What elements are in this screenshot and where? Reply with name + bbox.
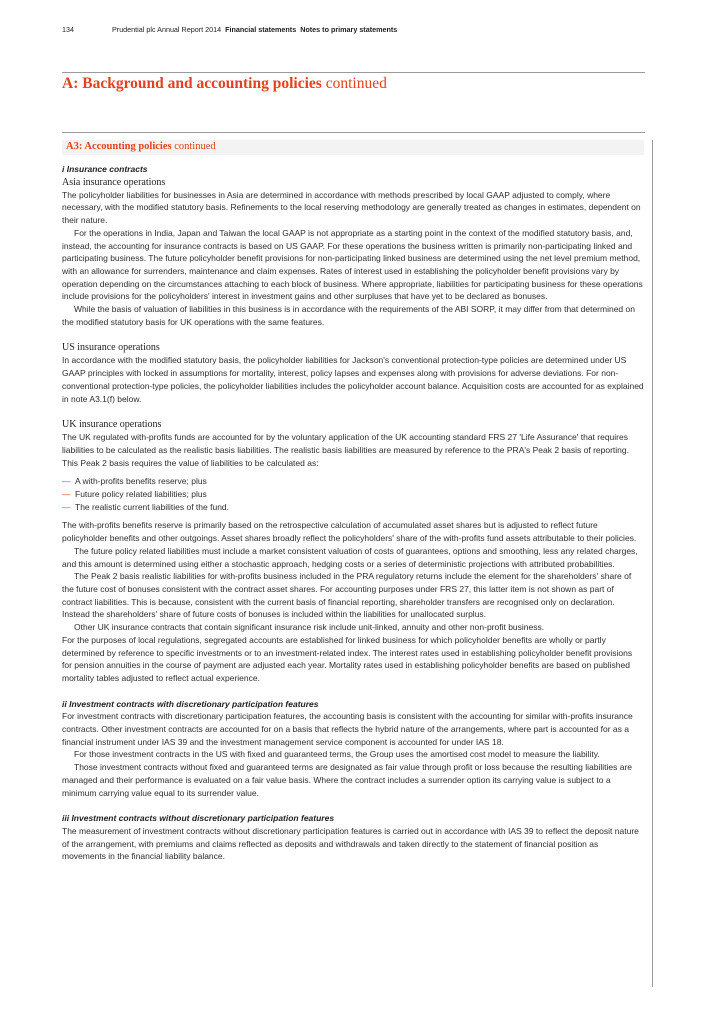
column-rule bbox=[652, 140, 653, 987]
paragraph: The Peak 2 basis realistic liabilities for with-profits business included in the PRA regulatory returns include the element for the shareholders' share of the future cost of bonuses consistent with the contract asset shares. For accounting purposes under FRS 27, this latter item is not shown as part of contract liabilities. This is because, consistent with the current basis of financial reporting, shareholder transfers are recognised only on declaration. Instead the shareholders' share of future costs of bonuses is included within the liabilities for unallocated surplus. bbox=[62, 571, 632, 620]
paragraph: While the basis of valuation of liabilities in this business is in accordance with the requirements of the ABI SORP, it may differ from that determined on the modified statutory basis for UK operations with the same features. bbox=[62, 304, 635, 327]
paragraph: The UK regulated with-profits funds are accounted for by the voluntary application of the UK accounting standard FRS 27 'Life Assurance' that requires liabilities to be calculated as the realistic basis liabilities. The realistic basis liabilities are measured by reference to the PRA's Peak 2 basis of reporting. This Peak 2 basis requires the value of liabilities to be calculated as: bbox=[62, 432, 629, 468]
section-title-main: A: Background and accounting policies bbox=[62, 75, 322, 92]
subsection-title-main: A3: Accounting policies bbox=[66, 141, 172, 152]
publication-name: Prudential plc Annual Report 2014 bbox=[112, 25, 222, 34]
running-header bbox=[62, 25, 658, 34]
dash-bullet-icon: — bbox=[62, 476, 71, 487]
liability-list bbox=[62, 475, 644, 513]
heading-asia: Asia insurance operations bbox=[62, 176, 166, 188]
paragraph: For the purposes of local regulations, segregated accounts are established for linked business for which policyholder benefits are wholly or partly determined by reference to specific investments or to an investment-related index. The interest rates used in establishing policyholder benefit provisions for pension annuities in the course of payment are adjusted each year. Mortality rates used in establishing policyholder benefits are based on published mortality tables adjusted to reflect actual experience. bbox=[62, 634, 633, 683]
paragraph: Those investment contracts without fixed and guaranteed terms are designated as fair value through profit or loss because the resulting liabilities are managed and their performance is evaluated on a fair value basis. Where the contract includes a surrender option its carrying value is subject to a minimum carrying value equal to its surrender value. bbox=[62, 762, 633, 798]
section-name: Financial statements bbox=[225, 25, 297, 34]
heading-us: US insurance operations bbox=[62, 342, 160, 354]
paragraph: The policyholder liabilities for businesses in Asia are determined in accordance with methods prescribed by local GAAP adjusted to comply, where necessary, with the modified statutory basis. Refinements to the local reserving methodology are generally treated as changes in estimates, dependent on their nature. bbox=[62, 189, 641, 226]
list-item: — A with-profits benefits reserve; plus bbox=[62, 476, 207, 487]
paragraph: In accordance with the modified statutory basis, the policyholder liabilities for Jackson's conventional protection-type policies are determined under US GAAP principles with locked in assumptions for mortality, interest, policy lapses and expenses along with provisions for adverse deviations. For non-conventional protection-type policies, the policyholder liabilities includes the policyholder account balance. Acquisition costs are accounted for as explained in note A3.1(f) below. bbox=[62, 355, 644, 404]
subsection-title bbox=[66, 141, 216, 152]
subsection-title-suffix: continued bbox=[174, 141, 216, 152]
paragraph: The measurement of investment contracts without discretionary participation features is carried out in accordance with IAS 39 to reflect the deposit nature of the arrangement, with premiums and claims reflected as deposits and withdrawals and taken directly to the statement of financial position as movements in the financial liability balance. bbox=[62, 825, 639, 862]
paragraph: The with-profits benefits reserve is primarily based on the retrospective calculation of accumulated asset shares but is adjusted to reflect future policyholder benefits and other outgoings. Asset shares broadly reflect the policyholders' share of the with-profits fund assets attributable to their policies. bbox=[62, 520, 637, 544]
section-title-suffix: continued bbox=[325, 75, 387, 92]
list-item: — Future policy related liabilities; plus bbox=[62, 489, 207, 500]
heading-investment-dpf: ii Investment contracts with discretionary participation features bbox=[62, 698, 319, 709]
dash-bullet-icon: — bbox=[62, 489, 71, 500]
heading-investment-no-dpf: iii Investment contracts without discretionary participation features bbox=[62, 813, 335, 824]
page-number: 134 bbox=[62, 25, 74, 34]
section-title bbox=[62, 75, 387, 93]
paragraph: Other UK insurance contracts that contain significant insurance risk include unit-linked, annuity and other non-profit business. bbox=[74, 622, 545, 633]
dash-bullet-icon: — bbox=[62, 501, 71, 512]
list-item: — The realistic current liabilities of the fund. bbox=[62, 501, 230, 512]
subsection-name: Notes to primary statements bbox=[300, 25, 398, 34]
top-divider bbox=[62, 72, 645, 73]
paragraph: For investment contracts with discretionary participation features, the accounting basis is consistent with the accounting for similar with-profits insurance contracts. Other investment contracts are accounted for on a basis that reflects the hybrid nature of the arrangements, where part is accounted for as a financial instrument under IAS 39 and the investment management service component is accounted for under IAS 18. bbox=[62, 711, 633, 747]
paragraph: For the operations in India, Japan and Taiwan the local GAAP is not appropriate as a starting point in the context of the modified statutory basis, and, instead, the accounting for insurance contracts is based on US GAAP. For these operations the business written is primarily non-participating linked and participating business. The future policyholder benefit provisions for non-participating linked business are determined using the net level premium method, with an allowance for surrenders, maintenance and claim expenses. Rates of interest used in establishing the policyholder benefit provisions vary by operation depending on the circumstances attaching to each block of business. Where appropriate, liabilities for participating business for these operations include provisions for the policyholders' interest in investment gains and other surpluses that have yet to be declared as bonuses. bbox=[62, 227, 643, 302]
heading-uk: UK insurance operations bbox=[62, 419, 162, 431]
heading-insurance-contracts: i Insurance contracts bbox=[62, 164, 148, 174]
paragraph: The future policy related liabilities must include a market consistent valuation of costs of guarantees, options and smoothing, less any related charges, and this amount is determined using either a stochastic approach, hedging costs or a series of deterministic projections with attributed probabilities. bbox=[62, 545, 638, 569]
subsection-divider bbox=[62, 132, 645, 133]
paragraph: For those investment contracts in the US with fixed and guaranteed terms, the Group uses the amortised cost model to measure the liability. bbox=[74, 749, 600, 760]
body-text bbox=[62, 163, 644, 863]
